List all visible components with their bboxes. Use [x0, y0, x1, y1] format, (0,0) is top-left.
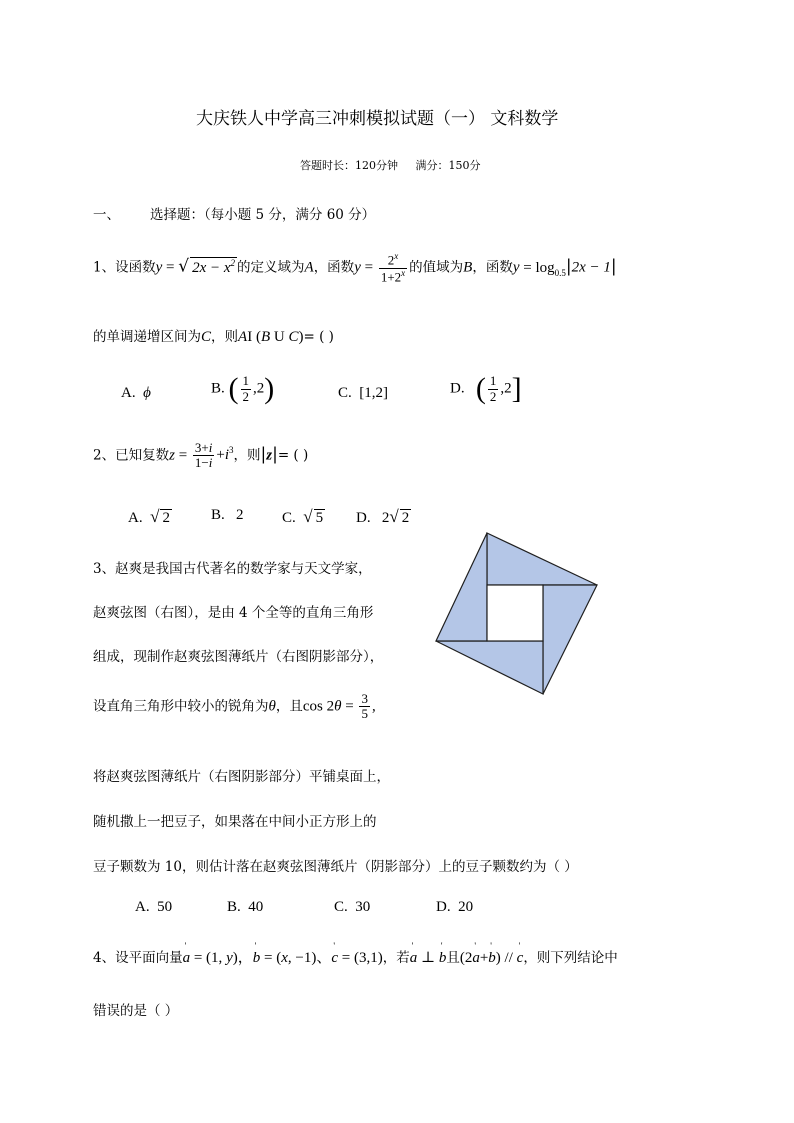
q1-option-b: B. ( $\frac{1}{2}$ ,2) — [211, 372, 275, 405]
page-title: 大庆铁人中学高三冲刺模拟试题（一） 文科数学 — [196, 109, 559, 129]
q3-option-d: D. 20 — [436, 899, 474, 915]
question-3-line-7: 豆子颗数为 10，则估计落在赵爽弦图薄纸片（阴影部分）上的豆子颗数约为（ ） — [93, 859, 578, 875]
q2-option-b: B. 2 — [211, 507, 244, 523]
q1-option-d: D. ( $\frac{1}{2}$ ,2] — [450, 372, 522, 405]
question-3-line-1: 3、赵爽是我国古代著名的数学家与天文学家， — [93, 561, 372, 577]
diagram-center-square — [487, 585, 543, 641]
exam-info: 答题时长：120分钟 满分：150分 — [300, 159, 481, 172]
question-3-line-5: 将赵爽弦图薄纸片（右图阴影部分）平铺桌面上， — [93, 769, 390, 785]
section-number: 一、 — [93, 207, 120, 223]
question-4-line-1: 4、设平面向量' a = (1, y)，' b = (x, −1)、' c = (3,1)，若' a ⊥ ' b且(2' a+' b) // ' c，则下列结论中 — [93, 946, 618, 967]
q3-option-b: B. 40 — [227, 899, 264, 915]
question-3-line-2: 赵爽弦图（右图），是由 4 个全等的直角三角形 — [93, 605, 374, 621]
q2-option-d: D. 2√ 2 — [356, 507, 410, 526]
question-1-line-2: 的单调递增区间为C，则AI (B U C)= ( ) — [93, 329, 334, 345]
q1-option-c: C. [1,2] — [338, 385, 389, 401]
diagram-triangle-top — [487, 533, 597, 585]
question-3-line-3: 组成，现制作赵爽弦图薄纸片（右图阴影部分）， — [93, 649, 384, 665]
q2-option-c: C. √ 5 — [282, 507, 324, 526]
section-heading: 选择题：（每小题 5 分，满分 60 分） — [150, 207, 376, 223]
q1-option-a: A. ϕ — [121, 385, 151, 401]
diagram-triangle-right — [543, 585, 597, 694]
diagram-triangle-left — [436, 533, 487, 641]
question-3-line-4: 设直角三角形中较小的锐角为θ，且cos 2θ = $\frac{3}{5}$ , — [93, 691, 376, 722]
question-3-line-6: 随机撒上一把豆子，如果落在中间小正方形上的 — [93, 814, 377, 830]
diagram-triangle-bottom — [436, 641, 543, 694]
q3-option-a: A. 50 — [135, 899, 173, 915]
question-2: 2、已知复数z = $\frac{3+i}{1-i}$ $+i^3$，则|z|= ( ) — [93, 440, 309, 471]
q2-option-a: A. √ 2 — [128, 507, 170, 526]
q3-option-c: C. 30 — [334, 899, 371, 915]
question-1-line-1: 1、设函数y = √ $2x - x^2$ 的定义域为A，函数y = $\frac{2^x}{1+2^x}$ 的值域为B，函数$y = \log_{0.5}|2x - 1|$ — [93, 251, 617, 284]
question-4-line-2: 错误的是（ ） — [93, 1003, 179, 1019]
zhao-shuang-diagram — [432, 528, 602, 700]
